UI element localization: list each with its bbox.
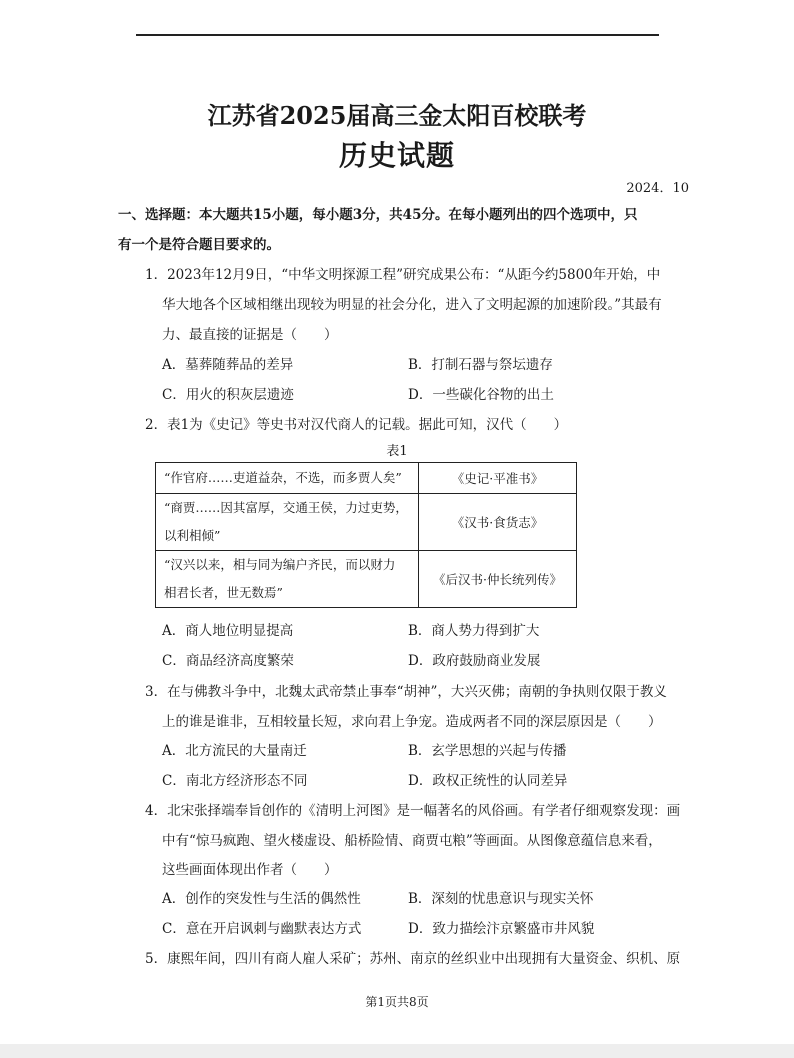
q4-stem-line2: 中有“惊马疯跑、望火楼虚设、船桥险情、商贾屯粮”等画面。从图像意蕴信息来看， [162, 833, 662, 849]
q4-option-b: B．深刻的忧患意识与现实关怀 [408, 891, 594, 907]
table-quote [156, 551, 419, 608]
q2-option-d: D．政府鼓励商业发展 [408, 653, 541, 669]
q4-stem-line1: 4．北宋张择端奉旨创作的《清明上河图》是一幅著名的风俗画。有学者仔细观察发现：画 [145, 803, 681, 819]
table-row [156, 551, 577, 608]
table-quote-line1: “商贾……因其富厚，交通王侯，力过吏势， [164, 500, 408, 515]
q4-option-d: D．致力描绘汴京繁盛市井风貌 [408, 921, 595, 937]
q3-stem-line2: 上的谁是谁非，互相较量长短，求向君上争宠。造成两者不同的深层原因是（ ） [162, 714, 662, 730]
exam-date: 2024．10 [626, 181, 689, 196]
q1-stem-line2: 华大地各个区域相继出现较为明显的社会分化，进入了文明起源的加速阶段。”其最有 [162, 297, 662, 313]
q3-option-a: A．北方流民的大量南迁 [162, 743, 307, 759]
table-row [156, 494, 577, 551]
section-instructions-line2: 有一个是符合题目要求的。 [118, 237, 280, 253]
subject-title: 历史试题 [338, 139, 455, 172]
table-quote-line1: “汉兴以来，相与同为编户齐民，而以财力 [164, 557, 396, 572]
q5-stem-line1: 5．康熙年间，四川有商人雇人采矿；苏州、南京的丝织业中出现拥有大量资金、织机、原 [145, 951, 681, 967]
q1-option-d: D．一些碳化谷物的出土 [408, 387, 554, 403]
bottom-band [0, 1044, 794, 1058]
table-quote [156, 494, 419, 551]
table-source: 《汉书·食货志》 [419, 494, 577, 551]
q1-option-b: B．打制石器与祭坛遗存 [408, 357, 553, 373]
table-quote-line2: 相君长者，世无数焉” [164, 585, 283, 600]
q1-stem-line3: 力、最直接的证据是（ ） [162, 327, 338, 343]
table-quote-line2: 以利相倾” [164, 528, 221, 543]
history-records-table [155, 462, 577, 608]
top-rule [136, 34, 659, 36]
q4-option-c: C．意在开启讽刺与幽默表达方式 [162, 921, 362, 937]
table-source: 《史记·平准书》 [419, 463, 577, 494]
q2-option-c: C．商品经济高度繁荣 [162, 653, 294, 669]
q2-option-a: A．商人地位明显提高 [162, 623, 294, 639]
section-instructions-line1: 一、选择题：本大题共15小题，每小题3分，共45分。在每小题列出的四个选项中，只 [118, 207, 638, 223]
table-row [156, 463, 577, 494]
q2-stem: 2．表1为《史记》等史书对汉代商人的记载。据此可知，汉代（ ） [145, 417, 568, 433]
page-number: 第1页共8页 [365, 995, 429, 1009]
exam-title: 江苏省2025届高三金太阳百校联考 [207, 101, 587, 130]
q3-stem-line1: 3．在与佛教斗争中，北魏太武帝禁止事奉“胡神”，大兴灭佛；南朝的争执则仅限于教义 [145, 684, 667, 700]
table-caption: 表1 [386, 444, 408, 459]
q1-option-c: C．用火的积灰层遗迹 [162, 387, 294, 403]
q1-option-a: A．墓葬随葬品的差异 [162, 357, 294, 373]
q1-stem-line1: 1．2023年12月9日，“中华文明探源工程”研究成果公布：“从距今约5800年开始，中 [145, 267, 661, 283]
q4-stem-line3: 这些画面体现出作者（ ） [162, 862, 338, 878]
table-source: 《后汉书·仲长统列传》 [419, 551, 577, 608]
q3-option-c: C．南北方经济形态不同 [162, 773, 308, 789]
q2-option-b: B．商人势力得到扩大 [408, 623, 540, 639]
table-quote: “作官府……吏道益杂，不选，而多贾人矣” [156, 463, 419, 494]
q4-option-a: A．创作的突发性与生活的偶然性 [162, 891, 361, 907]
q3-option-b: B．玄学思想的兴起与传播 [408, 743, 567, 759]
q3-option-d: D．政权正统性的认同差异 [408, 773, 568, 789]
